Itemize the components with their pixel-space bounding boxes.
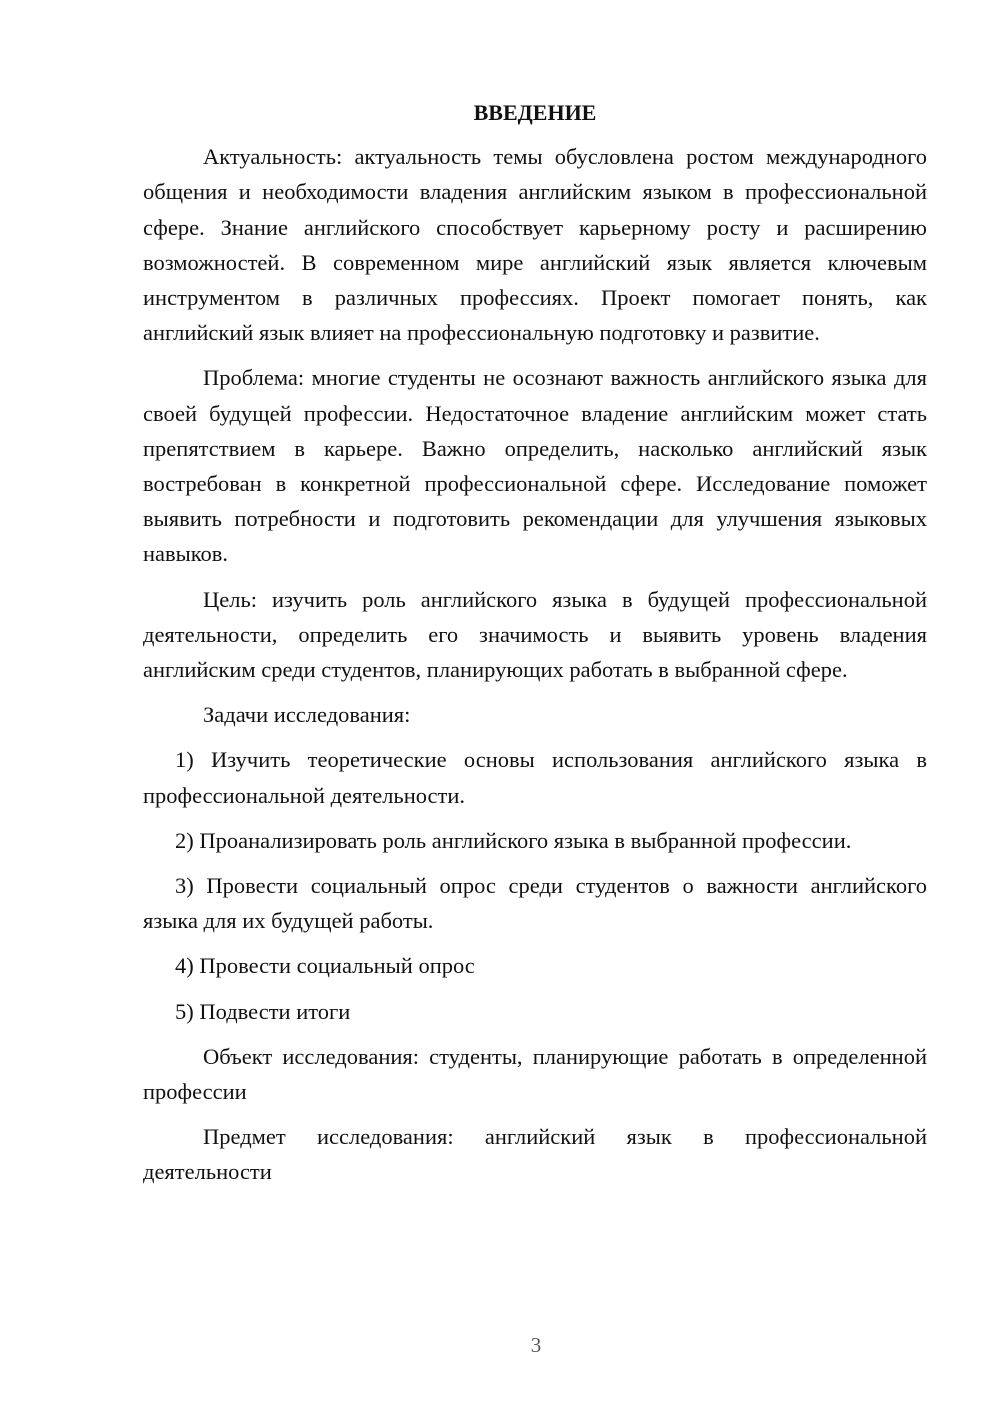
task-item-5: 5) Подвести итоги bbox=[175, 998, 351, 1024]
task-item-1: 1) Изучить теоретические основы использования английского языка в профессиональной деятельности. bbox=[143, 747, 927, 808]
paragraph-relevance: Актуальность: актуальность темы обусловлена ростом международного общения и необходимости владения английским языком в профессиональной сфере. Знание английского способствует карьерному росту и расширению возможностей. В современном мире английский язык является ключевым инструментом в различных профессиях. Проект помогает понять, как английский язык влияет на профессиональную подготовку и развитие. bbox=[143, 144, 927, 346]
page-body bbox=[143, 95, 927, 1200]
task-item-3: 3) Провести социальный опрос среди студентов о важности английского языка для их будущей работы. bbox=[143, 873, 927, 934]
paragraph-problem: Проблема: многие студенты не осознают важность английского языка для своей будущей профессии. Недостаточное владение английским может стать препятствием в карьере. Важно определить, насколько английский язык востребован в конкретной профессиональной сфере. Исследование поможет выявить потребности и подготовить рекомендации для улучшения языковых навыков. bbox=[143, 365, 927, 567]
paragraph-goal: Цель: изучить роль английского языка в будущей профессиональной деятельности, определить его значимость и выявить уровень владения английским среди студентов, планирующих работать в выбранной сфере. bbox=[143, 586, 927, 683]
paragraph-subject: Предмет исследования: английский язык в профессиональной деятельности bbox=[143, 1124, 927, 1185]
paragraph-object: Объект исследования: студенты, планирующие работать в определенной профессии bbox=[143, 1043, 927, 1105]
page-number: 3 bbox=[530, 1333, 542, 1357]
paragraph-tasks-title: Задачи исследования: bbox=[203, 702, 411, 728]
task-item-4: 4) Провести социальный опрос bbox=[175, 953, 475, 979]
task-item-2: 2) Проанализировать роль английского языка в выбранной профессии. bbox=[175, 827, 852, 853]
page-title: ВВЕДЕНИЕ bbox=[473, 100, 597, 125]
